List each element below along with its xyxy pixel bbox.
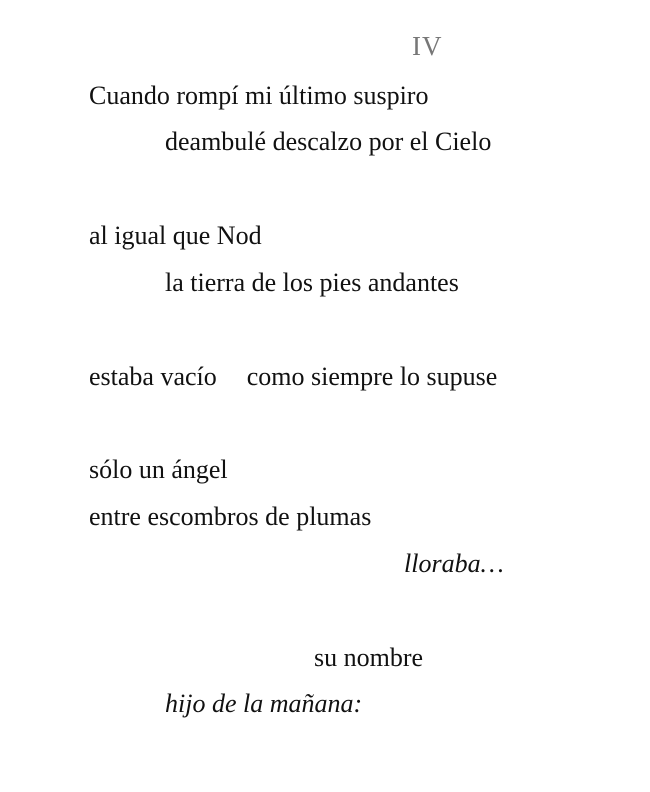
poem-line: entre escombros de plumas	[89, 502, 372, 531]
poem-line: al igual que Nod	[89, 221, 262, 250]
poem-line: la tierra de los pies andantes	[165, 268, 459, 297]
poem-line-split	[89, 360, 497, 394]
section-number: IV	[412, 31, 443, 61]
poem-line: sólo un ángel	[89, 455, 228, 484]
poem-line-italic: hijo de la mañana:	[165, 689, 363, 718]
poem-line: deambulé descalzo por el Cielo	[165, 127, 492, 156]
poem-line-italic: lloraba…	[404, 549, 504, 578]
poem-line-part: como siempre lo supuse	[246, 362, 498, 391]
poem-line-part: estaba vacío	[89, 362, 217, 391]
poem-line: su nombre	[314, 643, 424, 672]
poem-line: Cuando rompí mi último suspiro	[89, 81, 429, 110]
